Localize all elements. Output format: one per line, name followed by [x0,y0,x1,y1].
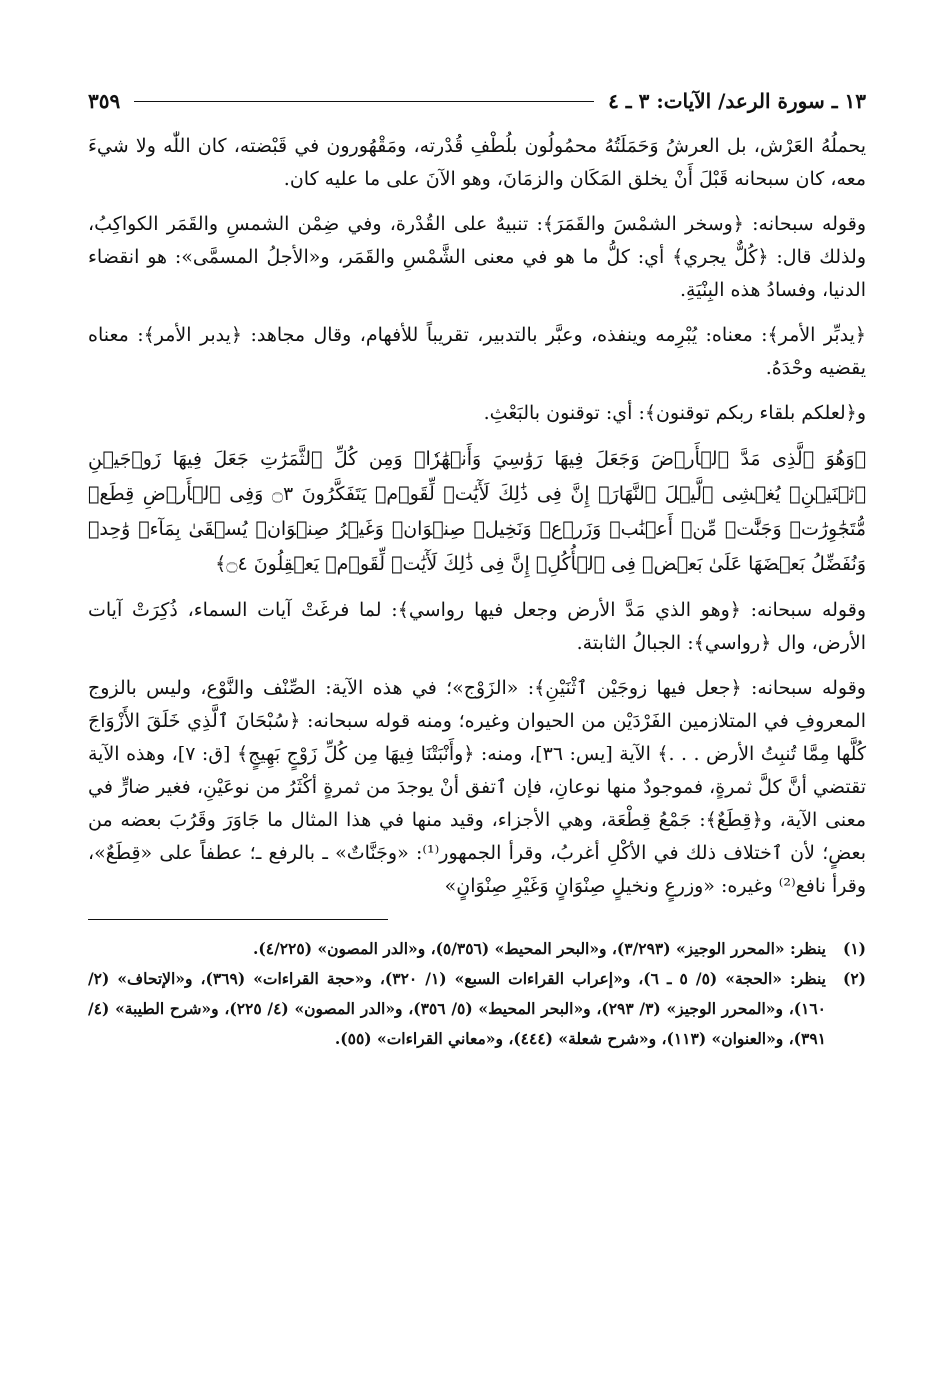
chapter-title: ١٣ ـ سورة الرعد/ الآيات: ٣ ـ ٤ [608,89,866,113]
book-page [88,86,866,1054]
paragraph: وقوله سبحانه: ﴿جعل فيها زوجَيْن ٱثْنَيْنِ﴾: «الزَوْج»؛ في هذه الآية: الصِّنْف والنَّوْع، وليس بالزوج المعروفِ في المتلازمين الفَرْدَيْن من الحيوان وغيره؛ ومنه قوله سبحانه: ﴿سُبْحَانَ ٱلَّذِي خَلَقَ الأَزْوَاجَ كُلَّها مِمَّا تُنبِتُ الأرض . . .﴾ الآية [يس: ٣٦]، ومنه: ﴿وأَنْبَتْنَا فِيهَا مِن كُلِّ زَوْجٍ بَهِيجٍ﴾ [ق: ٧]، وهذه الآية تقتضي أنَّ كلَّ ثمرةٍ، فموجودٌ منها نوعانِ، فإن ٱتفق أنْ يوجدَ من ثمرةٍ أكْثَرُ من نوعَيْنِ، فغير ضارٍّ في معنى الآية، و﴿قِطَعٌ﴾: جَمْعُ قِطْعَة، وهي الأجزاء، وقيد منها في هذا المثال ما جَاوَرَ وقَرُبَ بعضه من بعضٍ؛ لأن ٱختلاف ذلك في الأكْلِ أغربُ، وقرأ الجمهور⁽¹⁾: «وجَنَّاتٌ» ـ بالرفع ـ؛ عطفاً على «قِطَعٌ»، وقرأ نافع⁽²⁾ وغيره: «وزرعٍ ونخيلٍ صِنْوَانٍ وَغَيْرِ صِنْوَانٍ» [88,677,866,897]
footnote-number: (٢) [842,969,866,988]
footnote-text: ينظر: «الحجة» (٥/ ٥ ـ ٦)، و«إعراب القراءات السبع» (١/ ٣٢٠)، و«حجة القراءات» (٣٦٩)، و«الإتحاف» (٢/ ١٦٠)، و«المحرر الوجيز» (٣/ ٢٩٣)، و«البحر المحيط» (٥/ ٣٥٦)، و«الدر المصون» (٤/ ٢٢٥)، و«شرح الطيبة» (٤/ ٣٩١)، و«العنوان» (١١٣)، و«شرح شعلة» (٤٤٤)، و«معاني القراءات» (٥٥). [88,969,827,1048]
footnote-text: ينظر: «المحرر الوجيز» (٣/٢٩٣)، و«البحر المحيط» (٥/٣٥٦)، و«الدر المصون» (٤/٢٢٥). [253,939,826,958]
footnote [88,934,866,964]
paragraph: وقوله سبحانه: ﴿وهو الذي مَدَّ الأرض وجعل فيها رواسي﴾: لما فرغَتْ آيات السماء، ذُكِرَتْ آيات الأرض، وال ﴿رواسي﴾: الجبالُ الثابتة. [88,599,866,654]
page-number: ٣٥٩ [88,89,121,113]
quran-verses: ﴿وَهُوَ ٱلَّذِى مَدَّ ٱلۡأَرۡضَ وَجَعَلَ فِيهَا رَوَٰسِيَ وَأَنۡهَٰرٗاۖ وَمِن كُلِّ ٱلثَّمَرَٰتِ جَعَلَ فِيهَا زَوۡجَيۡنِ ٱثۡنَيۡنِۖ يُغۡشِى ٱلَّيۡلَ ٱلنَّهَارَۚ إِنَّ فِى ذَٰلِكَ لَأٓيَٰتٖ لِّقَوۡمٖ يَتَفَكَّرُونَ ۝٣ وَفِى ٱلۡأَرۡضِ قِطَعٞ مُّتَجَٰوِرَٰتٞ وَجَنَّٰتٞ مِّنۡ أَعۡنَٰبٖ وَزَرۡعٞ وَنَخِيلٞ صِنۡوَانٞ وَغَيۡرُ صِنۡوَانٖ يُسۡقَىٰ بِمَآءٖ وَٰحِدٖ وَنُفَضِّلُ بَعۡضَهَا عَلَىٰ بَعۡضٖ فِى ٱلۡأُكُلِۚ إِنَّ فِى ذَٰلِكَ لَأٓيَٰتٖ لِّقَوۡمٖ يَعۡقِلُونَ ۝٤﴾ [88,448,866,575]
paragraph: و﴿لعلكم بلقاء ربكم توقنون﴾: أي: توقنون بالبَعْثِ. [483,402,866,424]
footnote-number: (١) [842,939,866,958]
header-rule [134,101,594,102]
footnote-separator [88,919,388,920]
paragraph: يحملُهُ العَرْش، بل العرشُ وَحَمَلَتُهُ محمُولُون بلُطْفِ قُدْرته، ومَقْهُورون في قَبْضته، كان اللّٰه ولا شيءَ معه، كان سبحانه قَبْلَ أَنْ يخلق المَكَان والزمَانَ، وهو الآنَ على ما عليه كان. [88,135,866,190]
footnotes [88,934,866,1054]
paragraph: ﴿يدبِّر الأمر﴾: معناه: يُبْرِمه وينفذه، وعبَّر بالتدبير، تقريباً للأفهام، وقال مجاهد: ﴿يدبر الأمر﴾: معناه يقضيه وحْدَهُ. [88,324,866,379]
paragraph: وقوله سبحانه: ﴿وسخر الشمْسَ والقَمَرَ﴾: تنبيهٌ على القُدْرة، وفي ضِمْن الشمسِ والقَمَر الكواكِبُ، ولذلك قال: ﴿كُلٌّ يجري﴾ أي: كلُّ ما هو في معنى الشَّمْسِ والقَمَر، و«الأجلُ المسمَّى»: هو انقضاء الدنيا، وفسادُ هذه البِنْيَةِ. [88,213,866,301]
footnote [88,964,866,1054]
page-header [88,86,866,116]
